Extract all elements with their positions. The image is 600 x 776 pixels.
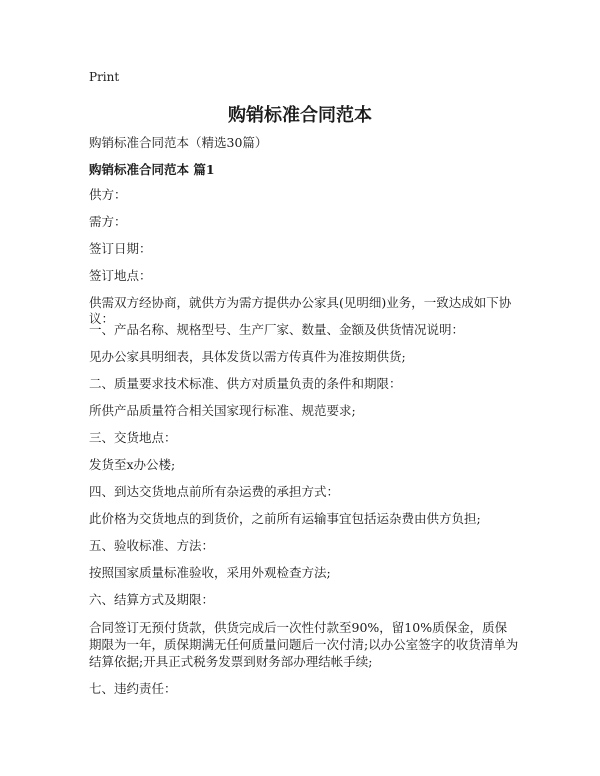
- page-title: 购销标准合同范本: [228, 105, 372, 126]
- paragraph-clause-4-heading: 四、到达交货地点前所有杂运费的承担方式：: [89, 484, 340, 499]
- paragraph-clause-4-body: 此价格为交货地点的到货价，之前所有运输事宜包括运杂费由供方负担;: [89, 511, 481, 526]
- paragraph-sign-place: 签订地点：: [89, 268, 152, 283]
- paragraph-supplier: 供方：: [89, 187, 127, 202]
- paragraph-clause-1-heading: 一、产品名称、规格型号、生产厂家、数量、金额及供货情况说明：: [89, 322, 465, 337]
- paragraph-clause-2-body: 所供产品质量符合相关国家现行标准、规范要求;: [89, 403, 356, 418]
- paragraph-clause-5-heading: 五、验收标准、方法：: [89, 538, 215, 553]
- paragraph-clause-5-body: 按照国家质量标准验收，采用外观检查方法;: [89, 565, 331, 580]
- paragraph-clause-6-heading: 六、结算方式及期限：: [89, 592, 215, 607]
- section-heading: 购销标准合同范本 篇1: [89, 162, 215, 177]
- paragraph-agreement-intro: 供需双方经协商，就供方为需方提供办公家具(见明细)业务，一致达成如下协议：: [89, 295, 512, 326]
- paragraph-clause-3-heading: 三、交货地点：: [89, 430, 177, 445]
- paragraph-clause-7-heading: 七、违约责任：: [89, 681, 177, 696]
- paragraph-clause-6-body: 合同签订无预付货款，供货完成后一次性付款至90%，留10%质保金，质保期限为一年，质保期满无任何质量问题后一次付清;以办公室签字的收货清单为结算依据;开具正式税务发票到财务部办理结帐手续;: [89, 620, 519, 669]
- paragraph-clause-3-body: 发货至x办公楼;: [89, 457, 176, 472]
- document-subtitle: 购销标准合同范本（精选30篇）: [89, 135, 268, 150]
- paragraph-clause-2-heading: 二、质量要求技术标准、供方对质量负责的条件和期限：: [89, 376, 402, 391]
- paragraph-clause-1-body: 见办公家具明细表，具体发货以需方传真件为准按期供货;: [89, 349, 406, 364]
- print-link[interactable]: Print: [89, 70, 120, 84]
- paragraph-sign-date: 签订日期：: [89, 241, 152, 256]
- paragraph-buyer: 需方：: [89, 214, 127, 229]
